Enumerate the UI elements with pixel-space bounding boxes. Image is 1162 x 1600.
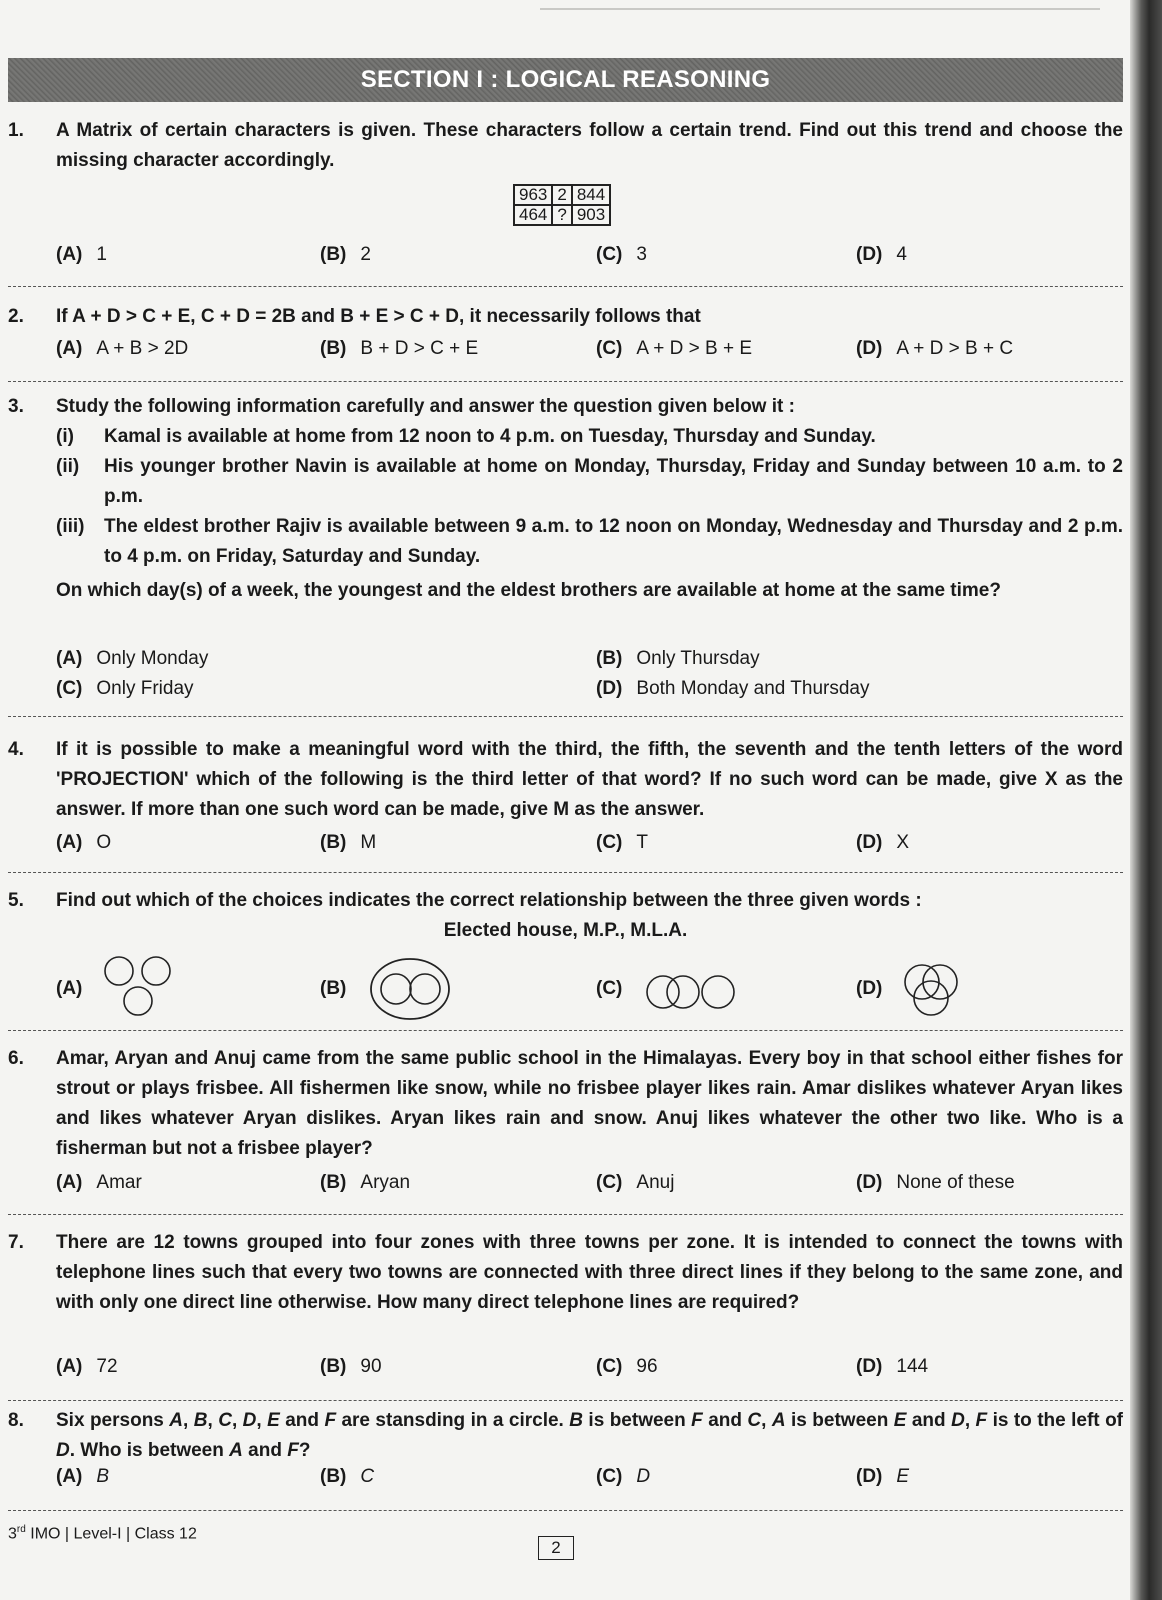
option-d[interactable]: (D) E: [856, 1466, 910, 1487]
question-text: If it is possible to make a meaningful word with the third, the fifth, the seventh and the tenth letters of the word 'PROJECTION' which of the following is the third letter of that word? If no such word can be made, give X as the answer. If more than one such word can be made, give M as the answer.: [56, 739, 1123, 820]
option-d[interactable]: (D) 144: [856, 1356, 929, 1377]
venn-diagram-c: [640, 962, 750, 1022]
matrix-cell: 903: [572, 205, 610, 225]
question-number: 6.: [8, 1048, 24, 1069]
matrix-cell: ?: [552, 205, 571, 225]
info-point: (i) Kamal is available at home from 12 noon to 4 p.m. on Tuesday, Thursday and Sunday.: [56, 426, 876, 447]
option-c[interactable]: (C) D: [596, 1466, 651, 1487]
option-c[interactable]: (C) Only Friday: [56, 678, 194, 699]
venn-diagram-a: [100, 954, 180, 1024]
question-number: 2.: [8, 306, 24, 327]
option-a[interactable]: (A) 72: [56, 1356, 118, 1377]
question-8: [8, 1406, 1123, 1466]
divider: [8, 1214, 1123, 1215]
question-text: Study the following information carefully and answer the question given below it :: [56, 396, 795, 417]
question-text: Find out which of the choices indicates the correct relationship between the three given words :: [56, 890, 922, 911]
info-point: (ii) His younger brother Navin is available at home on Monday, Thursday, Friday and Sunday between 10 a.m. to 2 p.m.: [56, 456, 1123, 507]
matrix-cell: 2: [552, 185, 571, 205]
question-number: 4.: [8, 739, 24, 760]
divider: [8, 1400, 1123, 1401]
question-text: There are 12 towns grouped into four zones with three towns per zone. It is intended to connect the towns with telephone lines such that every two towns are connected with three direct lines if they belong to the same zone, and with only one direct line otherwise. How many direct telephone lines are required?: [56, 1232, 1123, 1313]
question-2: [8, 302, 1123, 332]
option-b[interactable]: (B) C: [320, 1466, 375, 1487]
footer-exam-info: 3rd IMO | Level-I | Class 12: [8, 1524, 197, 1543]
option-c[interactable]: (C) 3: [596, 244, 647, 265]
option-d[interactable]: (D) None of these: [856, 1172, 1015, 1193]
option-d[interactable]: (D) A + D > B + C: [856, 338, 1014, 359]
question-1: [8, 116, 1123, 176]
venn-diagram-b: [366, 954, 456, 1024]
option-a[interactable]: (A) 1: [56, 244, 107, 265]
option-c[interactable]: (C) Anuj: [596, 1172, 675, 1193]
option-b[interactable]: (B) Aryan: [320, 1172, 411, 1193]
question-number: 5.: [8, 890, 24, 911]
question-number: 3.: [8, 396, 24, 417]
option-d[interactable]: (D): [856, 978, 883, 999]
option-d[interactable]: (D) 4: [856, 244, 907, 265]
question-5: [8, 886, 1123, 916]
option-a[interactable]: (A) A + B > 2D: [56, 338, 189, 359]
section-header: [8, 58, 1123, 102]
question-text: If A + D > C + E, C + D = 2B and B + E > C + D, it necessarily follows that: [56, 306, 701, 327]
matrix-cell: 963: [514, 185, 552, 205]
option-c[interactable]: (C) 96: [596, 1356, 658, 1377]
page-binding-edge: [1130, 0, 1162, 1600]
divider: [8, 716, 1123, 717]
question-3: [8, 392, 1123, 606]
section-title: SECTION I : LOGICAL REASONING: [360, 66, 771, 93]
page-number: 2: [538, 1536, 574, 1560]
question-number: 1.: [8, 120, 24, 141]
option-d[interactable]: (D) Both Monday and Thursday: [596, 678, 870, 699]
given-words: Elected house, M.P., M.L.A.: [443, 920, 688, 941]
option-b[interactable]: (B) M: [320, 832, 377, 853]
question-4: [8, 735, 1123, 825]
divider: [8, 286, 1123, 287]
option-b[interactable]: (B) Only Thursday: [596, 648, 760, 669]
question-text: Six persons A, B, C, D, E and F are stansding in a circle. B is between F and C, A is between E and D, F is to the left of D. Who is between A and F?: [56, 1410, 1124, 1461]
option-c[interactable]: (C): [596, 978, 623, 999]
option-a[interactable]: (A) O: [56, 832, 112, 853]
option-d[interactable]: (D) X: [856, 832, 910, 853]
option-b[interactable]: (B) 90: [320, 1356, 382, 1377]
character-matrix: [513, 184, 611, 226]
divider: [8, 1510, 1123, 1511]
option-a[interactable]: (A) Only Monday: [56, 648, 209, 669]
question-text: Amar, Aryan and Anuj came from the same public school in the Himalayas. Every boy in that school either fishes for strout or plays frisbee. All fishermen like snow, while no frisbee player likes rain. Amar dislikes whatever Aryan likes and likes whatever Aryan dislikes. Aryan likes rain and snow. Anuj likes whatever the other two like. Who is a fisherman but not a frisbee player?: [56, 1048, 1123, 1159]
question-number: 8.: [8, 1410, 24, 1431]
divider: [8, 872, 1123, 873]
venn-diagram-d: [900, 954, 970, 1024]
option-a[interactable]: (A) Amar: [56, 1172, 142, 1193]
matrix-cell: 464: [514, 205, 552, 225]
question-number: 7.: [8, 1232, 24, 1253]
option-b[interactable]: (B): [320, 978, 347, 999]
option-b[interactable]: (B) B + D > C + E: [320, 338, 479, 359]
matrix-cell: 844: [572, 185, 610, 205]
info-point: (iii) The eldest brother Rajiv is available between 9 a.m. to 12 noon on Monday, Wednesday and Thursday and 2 p.m. to 4 p.m. on Friday, Saturday and Sunday.: [56, 516, 1123, 567]
option-a[interactable]: (A): [56, 978, 83, 999]
scan-top-line: [540, 8, 1100, 10]
option-c[interactable]: (C) T: [596, 832, 648, 853]
divider: [8, 381, 1123, 382]
option-a[interactable]: (A) B: [56, 1466, 110, 1487]
question-prompt: On which day(s) of a week, the youngest and the eldest brothers are available at home at the same time?: [56, 580, 1001, 601]
question-6: [8, 1044, 1123, 1164]
question-7: [8, 1228, 1123, 1318]
question-text: A Matrix of certain characters is given. These characters follow a certain trend. Find out this trend and choose the missing character accordingly.: [56, 120, 1123, 171]
option-b[interactable]: (B) 2: [320, 244, 371, 265]
divider: [8, 1030, 1123, 1031]
option-c[interactable]: (C) A + D > B + E: [596, 338, 753, 359]
